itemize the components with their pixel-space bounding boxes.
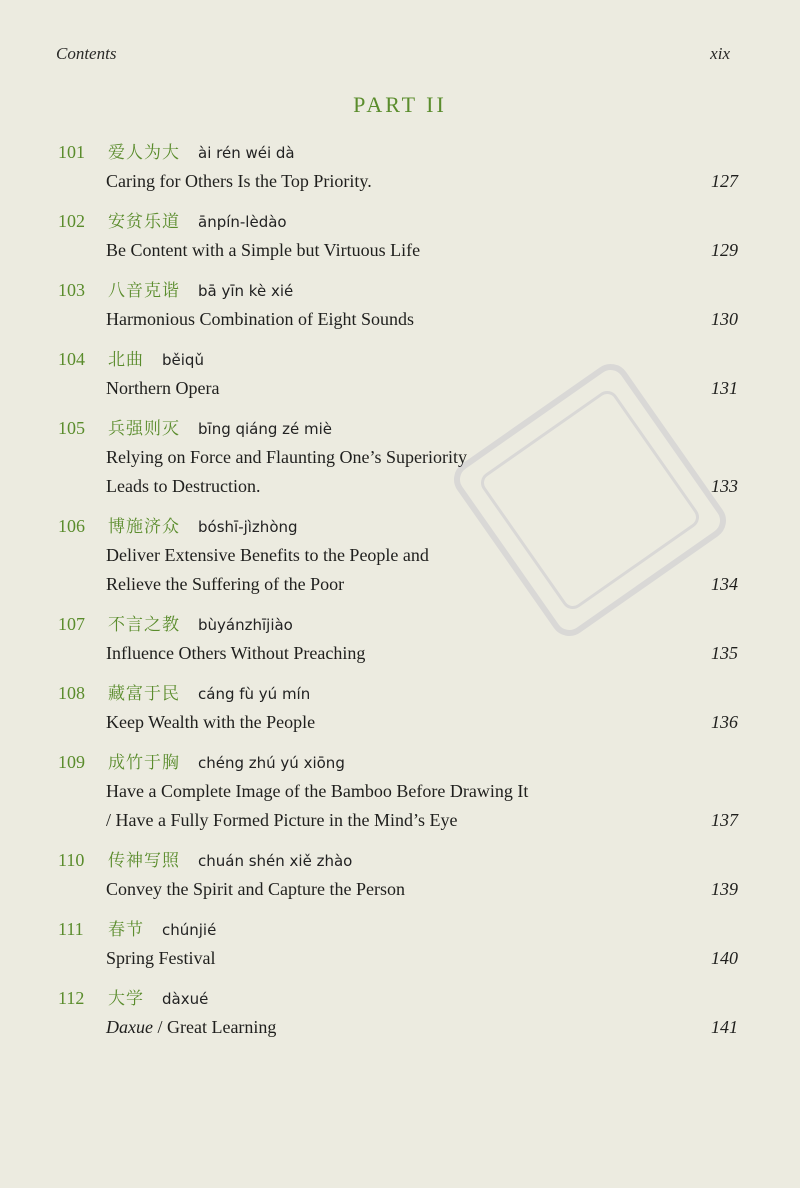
english-title-line: Deliver Extensive Benefits to the People and (106, 545, 429, 565)
running-head-title: Contents (56, 44, 117, 63)
chinese-term: 八音克谐 (108, 281, 180, 301)
english-title-line: Relying on Force and Flaunting One’s Superiority (106, 447, 467, 467)
part-title: PART II (353, 92, 447, 117)
page-number: 130 (711, 309, 738, 329)
pinyin-term: ānpín-lèdào (198, 213, 287, 231)
entry-number: 106 (58, 516, 85, 536)
pinyin-term: chéng zhú yú xiōng (198, 754, 345, 772)
entry-number: 111 (58, 919, 84, 939)
chinese-term: 春节 (108, 920, 144, 940)
entry-number: 102 (58, 211, 85, 231)
toc-entry[interactable] (58, 276, 738, 334)
pinyin-term: chuán shén xiě zhào (198, 852, 353, 870)
english-title-line: Leads to Destruction. (106, 476, 261, 496)
pinyin-term: bóshī-jìzhòng (198, 518, 298, 536)
chinese-term: 成竹于胸 (108, 753, 180, 773)
english-title-line: Spring Festival (106, 948, 216, 968)
entry-heading (58, 207, 738, 236)
page-number: 136 (711, 712, 738, 732)
pinyin-term: bā yīn kè xié (198, 282, 294, 300)
page-number: 127 (711, 171, 738, 191)
italic-title: Daxue (106, 1017, 153, 1037)
chinese-term: 博施济众 (108, 517, 180, 537)
toc-entry[interactable] (58, 207, 738, 265)
english-title-line: Keep Wealth with the People (106, 712, 316, 732)
entry-heading (58, 512, 738, 541)
page-number: 134 (711, 574, 738, 594)
english-title-line (58, 1013, 738, 1042)
chinese-term: 传神写照 (108, 851, 180, 871)
pinyin-term: bīng qiáng zé miè (198, 420, 333, 438)
pinyin-term: ài rén wéi dà (198, 144, 295, 162)
chinese-term: 不言之教 (108, 615, 180, 635)
toc-entry[interactable] (58, 748, 738, 835)
english-title-line: Have a Complete Image of the Bamboo Before Drawing It (106, 781, 529, 801)
english-title-line: Be Content with a Simple but Virtuous Life (106, 240, 421, 260)
pinyin-term: bùyánzhījiào (198, 616, 293, 634)
entry-number: 105 (58, 418, 85, 438)
toc-entry[interactable] (58, 984, 738, 1042)
chinese-term: 大学 (108, 989, 144, 1009)
entry-number: 110 (58, 850, 85, 870)
pinyin-term: chúnjié (162, 921, 217, 939)
entry-heading (58, 915, 738, 944)
chinese-term: 爱人为大 (108, 143, 180, 163)
entry-heading (58, 679, 738, 708)
pinyin-term: dàxué (162, 990, 209, 1008)
entry-heading (58, 846, 738, 875)
pinyin-term: cáng fù yú mín (198, 685, 311, 703)
chinese-term: 藏富于民 (108, 684, 180, 704)
page-number: 137 (711, 810, 738, 830)
toc-entry[interactable] (58, 610, 738, 668)
english-title-line: Influence Others Without Preaching (106, 643, 366, 663)
toc-entry[interactable] (58, 138, 738, 196)
page-number: 140 (711, 948, 738, 968)
entry-heading (58, 276, 738, 305)
page-number-roman: xix (710, 44, 730, 63)
english-title-line: / Have a Fully Formed Picture in the Mind’s Eye (106, 810, 458, 830)
page-number: 129 (711, 240, 738, 260)
chinese-term: 北曲 (108, 350, 144, 370)
english-title-line: Convey the Spirit and Capture the Person (106, 879, 405, 899)
english-title-line: Harmonious Combination of Eight Sounds (106, 309, 414, 329)
entry-number: 101 (58, 142, 85, 162)
entry-number: 104 (58, 349, 85, 369)
toc-entry[interactable] (58, 512, 738, 599)
english-title-line: Relieve the Suffering of the Poor (106, 574, 345, 594)
toc-entry[interactable] (58, 915, 738, 973)
toc-entry[interactable] (58, 846, 738, 904)
toc-entry[interactable] (58, 679, 738, 737)
entry-heading (58, 414, 738, 443)
entry-heading (58, 138, 738, 167)
page-number: 131 (711, 378, 738, 398)
entry-heading (58, 748, 738, 777)
entry-number: 112 (58, 988, 85, 1008)
entry-number: 107 (58, 614, 85, 634)
entry-heading (58, 345, 738, 374)
page-number: 133 (711, 476, 738, 496)
entry-number: 109 (58, 752, 85, 772)
page-number: 141 (711, 1017, 738, 1037)
english-title-line: Northern Opera (106, 378, 220, 398)
running-head (56, 44, 730, 64)
entry-number: 108 (58, 683, 85, 703)
pinyin-term: běiqǔ (162, 351, 204, 369)
chinese-term: 兵强则灭 (108, 419, 180, 439)
page-number: 139 (711, 879, 738, 899)
entry-heading (58, 610, 738, 639)
page-number: 135 (711, 643, 738, 663)
chinese-term: 安贫乐道 (108, 212, 180, 232)
english-title-line: Caring for Others Is the Top Priority. (106, 171, 372, 191)
entry-heading (58, 984, 738, 1013)
title-rest: / Great Learning (152, 1017, 277, 1037)
toc-entry[interactable] (58, 414, 738, 501)
contents-list (58, 138, 738, 1053)
toc-entry[interactable] (58, 345, 738, 403)
entry-number: 103 (58, 280, 85, 300)
